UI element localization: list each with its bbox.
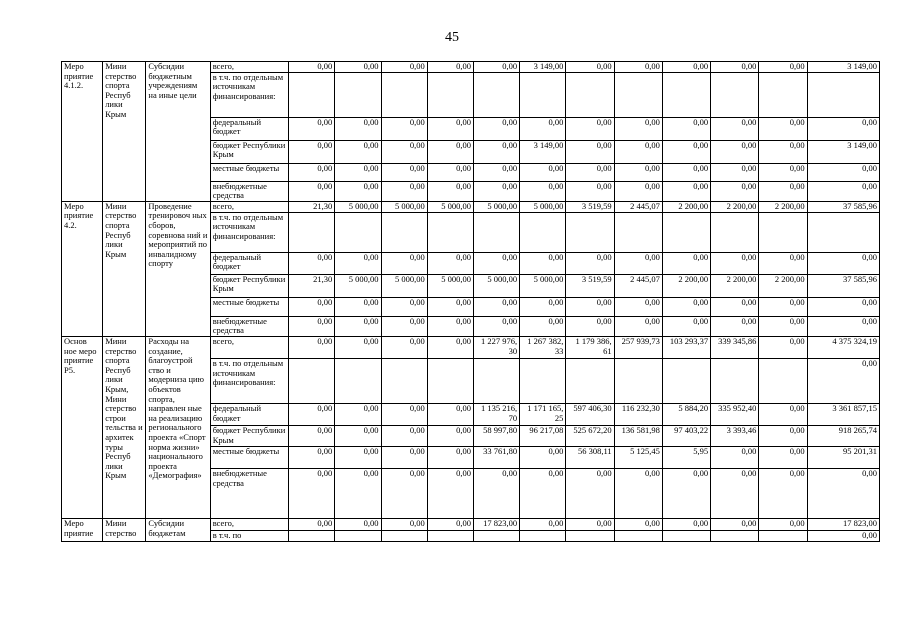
amount-cell: 5 000,00: [520, 201, 566, 212]
amount-cell: 0,00: [381, 117, 427, 140]
amount-cell: 0,00: [520, 468, 566, 518]
funding-source-cell: внебюджетные средства: [210, 316, 288, 336]
amount-cell: 0,00: [759, 425, 807, 446]
item-description-cell: Субсидии бюджетам: [146, 518, 210, 541]
amount-cell: 0,00: [289, 403, 335, 425]
amount-cell: 0,00: [289, 518, 335, 530]
amount-cell: 0,00: [807, 358, 879, 403]
amount-cell: 0,00: [711, 117, 759, 140]
amount-cell: 1 179 386, 61: [566, 336, 614, 358]
amount-cell: [662, 358, 710, 403]
amount-cell: 0,00: [711, 468, 759, 518]
amount-cell: 5 884,20: [662, 403, 710, 425]
amount-cell: 0,00: [711, 163, 759, 181]
funding-source-cell: бюджет Республики Крым: [210, 425, 288, 446]
amount-cell: 0,00: [662, 62, 710, 73]
amount-cell: 17 823,00: [473, 518, 519, 530]
amount-cell: [520, 212, 566, 252]
funding-source-cell: в т.ч. по: [210, 530, 288, 541]
amount-cell: [335, 530, 381, 541]
amount-cell: 1 135 216, 70: [473, 403, 519, 425]
amount-cell: 0,00: [566, 252, 614, 274]
amount-cell: [289, 358, 335, 403]
funding-source-cell: федеральный бюджет: [210, 117, 288, 140]
amount-cell: 3 361 857,15: [807, 403, 879, 425]
amount-cell: 0,00: [614, 252, 662, 274]
amount-cell: 2 200,00: [662, 274, 710, 297]
amount-cell: [520, 530, 566, 541]
table-row: [62, 518, 880, 530]
amount-cell: 0,00: [381, 316, 427, 336]
amount-cell: [335, 212, 381, 252]
funding-source-cell: всего,: [210, 201, 288, 212]
amount-cell: 0,00: [335, 140, 381, 163]
funding-source-cell: всего,: [210, 336, 288, 358]
amount-cell: 0,00: [381, 252, 427, 274]
amount-cell: 339 345,86: [711, 336, 759, 358]
amount-cell: 0,00: [427, 140, 473, 163]
amount-cell: 0,00: [381, 336, 427, 358]
amount-cell: 5 000,00: [473, 274, 519, 297]
amount-cell: [427, 530, 473, 541]
amount-cell: 597 406,30: [566, 403, 614, 425]
amount-cell: 5 000,00: [335, 201, 381, 212]
item-description-cell: Мини стерство: [103, 518, 146, 541]
amount-cell: 0,00: [520, 163, 566, 181]
amount-cell: 5 000,00: [381, 201, 427, 212]
amount-cell: 0,00: [759, 140, 807, 163]
amount-cell: 136 581,98: [614, 425, 662, 446]
amount-cell: 116 232,30: [614, 403, 662, 425]
amount-cell: 0,00: [289, 62, 335, 73]
amount-cell: 0,00: [711, 252, 759, 274]
funding-source-cell: местные бюджеты: [210, 297, 288, 316]
amount-cell: 0,00: [566, 163, 614, 181]
amount-cell: 0,00: [759, 518, 807, 530]
funding-source-cell: бюджет Республики Крым: [210, 274, 288, 297]
amount-cell: [614, 358, 662, 403]
amount-cell: [759, 358, 807, 403]
amount-cell: 0,00: [614, 316, 662, 336]
amount-cell: 0,00: [289, 297, 335, 316]
amount-cell: 1 267 382, 33: [520, 336, 566, 358]
amount-cell: 0,00: [807, 117, 879, 140]
amount-cell: [614, 72, 662, 117]
amount-cell: [662, 212, 710, 252]
amount-cell: 0,00: [473, 468, 519, 518]
amount-cell: [381, 212, 427, 252]
item-description-cell: Расходы на создание, благоустрой ство и модерниза цию объектов спорта, направлен ные на реализацию регионального проекта «Спорт норма жизни» национального проекта «Демография»: [146, 336, 210, 518]
amount-cell: 5 000,00: [381, 274, 427, 297]
amount-cell: [662, 530, 710, 541]
amount-cell: 0,00: [289, 425, 335, 446]
item-description-cell: Меро приятие: [62, 518, 103, 541]
amount-cell: 0,00: [427, 163, 473, 181]
amount-cell: 5 000,00: [520, 274, 566, 297]
amount-cell: 2 200,00: [711, 274, 759, 297]
amount-cell: [381, 358, 427, 403]
funding-source-cell: внебюджетные средства: [210, 181, 288, 201]
amount-cell: 0,00: [807, 297, 879, 316]
amount-cell: 5 000,00: [427, 201, 473, 212]
amount-cell: 0,00: [662, 297, 710, 316]
amount-cell: 96 217,08: [520, 425, 566, 446]
amount-cell: 0,00: [335, 117, 381, 140]
amount-cell: 0,00: [289, 181, 335, 201]
funding-source-cell: федеральный бюджет: [210, 403, 288, 425]
amount-cell: 0,00: [381, 181, 427, 201]
amount-cell: 37 585,96: [807, 274, 879, 297]
amount-cell: 0,00: [662, 117, 710, 140]
amount-cell: [711, 212, 759, 252]
amount-cell: [381, 530, 427, 541]
amount-cell: [759, 530, 807, 541]
amount-cell: 0,00: [662, 140, 710, 163]
amount-cell: 0,00: [427, 468, 473, 518]
amount-cell: 0,00: [381, 518, 427, 530]
table-row: [62, 201, 880, 212]
amount-cell: 0,00: [614, 163, 662, 181]
amount-cell: 3 149,00: [807, 140, 879, 163]
amount-cell: [711, 358, 759, 403]
amount-cell: 33 761,80: [473, 446, 519, 468]
amount-cell: [520, 72, 566, 117]
amount-cell: 0,00: [759, 252, 807, 274]
amount-cell: [427, 212, 473, 252]
amount-cell: 0,00: [427, 316, 473, 336]
amount-cell: [807, 72, 879, 117]
amount-cell: 0,00: [289, 163, 335, 181]
amount-cell: [289, 72, 335, 117]
amount-cell: 2 200,00: [711, 201, 759, 212]
amount-cell: 1 171 165, 25: [520, 403, 566, 425]
amount-cell: 0,00: [335, 425, 381, 446]
amount-cell: 0,00: [614, 62, 662, 73]
amount-cell: 0,00: [566, 140, 614, 163]
amount-cell: 0,00: [614, 117, 662, 140]
funding-source-cell: в т.ч. по отдельным источникам финансирования:: [210, 358, 288, 403]
amount-cell: 0,00: [381, 425, 427, 446]
amount-cell: 0,00: [289, 446, 335, 468]
amount-cell: 0,00: [289, 117, 335, 140]
amount-cell: 0,00: [807, 252, 879, 274]
amount-cell: 0,00: [427, 117, 473, 140]
amount-cell: 0,00: [566, 518, 614, 530]
amount-cell: 0,00: [520, 117, 566, 140]
amount-cell: [759, 72, 807, 117]
amount-cell: [289, 212, 335, 252]
amount-cell: [381, 72, 427, 117]
amount-cell: [473, 72, 519, 117]
funding-source-cell: федеральный бюджет: [210, 252, 288, 274]
amount-cell: 0,00: [711, 297, 759, 316]
amount-cell: 0,00: [335, 297, 381, 316]
amount-cell: 0,00: [289, 316, 335, 336]
amount-cell: 0,00: [473, 316, 519, 336]
amount-cell: 0,00: [759, 163, 807, 181]
amount-cell: 0,00: [566, 117, 614, 140]
amount-cell: 0,00: [759, 468, 807, 518]
amount-cell: 0,00: [335, 62, 381, 73]
amount-cell: 0,00: [662, 468, 710, 518]
amount-cell: 2 445,07: [614, 274, 662, 297]
amount-cell: 0,00: [335, 316, 381, 336]
amount-cell: 335 952,40: [711, 403, 759, 425]
amount-cell: [335, 358, 381, 403]
amount-cell: 0,00: [520, 518, 566, 530]
amount-cell: 0,00: [759, 316, 807, 336]
amount-cell: 0,00: [473, 163, 519, 181]
amount-cell: 0,00: [662, 252, 710, 274]
amount-cell: 2 200,00: [759, 274, 807, 297]
amount-cell: 0,00: [427, 336, 473, 358]
amount-cell: 0,00: [520, 316, 566, 336]
amount-cell: 0,00: [473, 140, 519, 163]
item-description-cell: Мини стерство спорта Респуб лики Крым: [103, 62, 146, 202]
amount-cell: [711, 72, 759, 117]
funding-source-cell: всего,: [210, 62, 288, 73]
amount-cell: [427, 72, 473, 117]
amount-cell: 0,00: [759, 336, 807, 358]
amount-cell: 0,00: [711, 62, 759, 73]
amount-cell: 0,00: [335, 163, 381, 181]
amount-cell: 0,00: [427, 403, 473, 425]
amount-cell: [473, 212, 519, 252]
amount-cell: 0,00: [566, 62, 614, 73]
amount-cell: 0,00: [473, 297, 519, 316]
amount-cell: 5 000,00: [335, 274, 381, 297]
amount-cell: 4 375 324,19: [807, 336, 879, 358]
amount-cell: 0,00: [473, 181, 519, 201]
amount-cell: 0,00: [289, 336, 335, 358]
funding-source-cell: местные бюджеты: [210, 446, 288, 468]
amount-cell: [473, 358, 519, 403]
amount-cell: [711, 530, 759, 541]
amount-cell: 0,00: [566, 297, 614, 316]
funding-source-cell: внебюджетные средства: [210, 468, 288, 518]
amount-cell: 0,00: [335, 403, 381, 425]
amount-cell: 2 445,07: [614, 201, 662, 212]
amount-cell: 0,00: [427, 297, 473, 316]
amount-cell: 0,00: [427, 446, 473, 468]
amount-cell: 3 149,00: [520, 140, 566, 163]
amount-cell: 0,00: [711, 518, 759, 530]
amount-cell: [566, 72, 614, 117]
amount-cell: 5,95: [662, 446, 710, 468]
amount-cell: 0,00: [759, 181, 807, 201]
amount-cell: 3 149,00: [520, 62, 566, 73]
item-description-cell: Мини стерство спорта Респуб лики Крым, Мини стерство строи тельства и архитек туры Респуб лики Крым: [103, 336, 146, 518]
amount-cell: 3 393,46: [711, 425, 759, 446]
amount-cell: 0,00: [335, 446, 381, 468]
amount-cell: 5 125,45: [614, 446, 662, 468]
amount-cell: 0,00: [807, 468, 879, 518]
amount-cell: [520, 358, 566, 403]
funding-source-cell: всего,: [210, 518, 288, 530]
amount-cell: 0,00: [662, 316, 710, 336]
item-description-cell: Основ ное меро приятие Р5.: [62, 336, 103, 518]
amount-cell: 0,00: [711, 140, 759, 163]
amount-cell: 0,00: [427, 62, 473, 73]
amount-cell: 0,00: [759, 446, 807, 468]
amount-cell: 0,00: [381, 297, 427, 316]
amount-cell: 0,00: [759, 297, 807, 316]
amount-cell: 0,00: [662, 163, 710, 181]
amount-cell: 0,00: [289, 468, 335, 518]
amount-cell: 56 308,11: [566, 446, 614, 468]
amount-cell: 0,00: [566, 181, 614, 201]
amount-cell: 0,00: [427, 425, 473, 446]
amount-cell: 2 200,00: [662, 201, 710, 212]
amount-cell: 0,00: [427, 181, 473, 201]
amount-cell: 257 939,73: [614, 336, 662, 358]
amount-cell: [807, 212, 879, 252]
amount-cell: 0,00: [711, 181, 759, 201]
amount-cell: [759, 212, 807, 252]
amount-cell: 95 201,31: [807, 446, 879, 468]
amount-cell: 0,00: [381, 62, 427, 73]
amount-cell: 0,00: [566, 468, 614, 518]
amount-cell: 0,00: [381, 468, 427, 518]
amount-cell: 5 000,00: [427, 274, 473, 297]
item-description-cell: Меро приятие 4.1.2.: [62, 62, 103, 202]
amount-cell: 37 585,96: [807, 201, 879, 212]
item-description-cell: Мини стерство спорта Респуб лики Крым: [103, 201, 146, 336]
amount-cell: [427, 358, 473, 403]
page-number: 45: [445, 30, 459, 45]
amount-cell: 0,00: [427, 518, 473, 530]
amount-cell: [566, 358, 614, 403]
amount-cell: [614, 530, 662, 541]
amount-cell: [566, 530, 614, 541]
amount-cell: 0,00: [473, 62, 519, 73]
amount-cell: [566, 212, 614, 252]
amount-cell: [289, 530, 335, 541]
item-description-cell: Проведение тренировоч ных сборов, соревнова ний и мероприятий по инвалидному спорту: [146, 201, 210, 336]
amount-cell: 0,00: [759, 403, 807, 425]
amount-cell: 0,00: [335, 181, 381, 201]
amount-cell: 21,30: [289, 274, 335, 297]
amount-cell: 0,00: [614, 140, 662, 163]
amount-cell: 0,00: [520, 297, 566, 316]
amount-cell: 0,00: [759, 117, 807, 140]
funding-source-cell: местные бюджеты: [210, 163, 288, 181]
funding-source-cell: в т.ч. по отдельным источникам финансирования:: [210, 72, 288, 117]
amount-cell: 0,00: [427, 252, 473, 274]
amount-cell: 0,00: [759, 62, 807, 73]
amount-cell: 3 519,59: [566, 201, 614, 212]
amount-cell: 0,00: [381, 446, 427, 468]
amount-cell: 0,00: [807, 181, 879, 201]
table-row: [62, 336, 880, 358]
amount-cell: 103 293,37: [662, 336, 710, 358]
amount-cell: 918 265,74: [807, 425, 879, 446]
amount-cell: [473, 530, 519, 541]
funding-source-cell: в т.ч. по отдельным источникам финансирования:: [210, 212, 288, 252]
amount-cell: 17 823,00: [807, 518, 879, 530]
amount-cell: 0,00: [566, 316, 614, 336]
amount-cell: 0,00: [614, 297, 662, 316]
amount-cell: 0,00: [614, 181, 662, 201]
amount-cell: 0,00: [289, 252, 335, 274]
amount-cell: 0,00: [289, 140, 335, 163]
amount-cell: 0,00: [614, 518, 662, 530]
amount-cell: 0,00: [807, 530, 879, 541]
table-row: [62, 62, 880, 73]
amount-cell: 97 403,22: [662, 425, 710, 446]
amount-cell: 0,00: [335, 336, 381, 358]
amount-cell: 0,00: [662, 518, 710, 530]
amount-cell: 0,00: [520, 446, 566, 468]
amount-cell: 21,30: [289, 201, 335, 212]
amount-cell: 0,00: [473, 252, 519, 274]
amount-cell: 0,00: [335, 518, 381, 530]
amount-cell: 3 149,00: [807, 62, 879, 73]
amount-cell: [662, 72, 710, 117]
amount-cell: 2 200,00: [759, 201, 807, 212]
amount-cell: 0,00: [520, 252, 566, 274]
item-description-cell: Меро приятие 4.2.: [62, 201, 103, 336]
amount-cell: 0,00: [614, 468, 662, 518]
amount-cell: 0,00: [335, 468, 381, 518]
amount-cell: [614, 212, 662, 252]
amount-cell: 0,00: [807, 163, 879, 181]
amount-cell: 0,00: [335, 252, 381, 274]
budget-table: [61, 61, 880, 542]
amount-cell: 0,00: [520, 181, 566, 201]
amount-cell: 525 672,20: [566, 425, 614, 446]
funding-source-cell: бюджет Республики Крым: [210, 140, 288, 163]
amount-cell: 0,00: [711, 446, 759, 468]
amount-cell: 1 227 976, 30: [473, 336, 519, 358]
amount-cell: 3 519,59: [566, 274, 614, 297]
amount-cell: 0,00: [473, 117, 519, 140]
amount-cell: 0,00: [381, 140, 427, 163]
amount-cell: 58 997,80: [473, 425, 519, 446]
amount-cell: 0,00: [807, 316, 879, 336]
amount-cell: 5 000,00: [473, 201, 519, 212]
amount-cell: [335, 72, 381, 117]
amount-cell: 0,00: [381, 403, 427, 425]
item-description-cell: Субсидии бюджетным учреждениям на иные цели: [146, 62, 210, 202]
amount-cell: 0,00: [381, 163, 427, 181]
amount-cell: 0,00: [711, 316, 759, 336]
amount-cell: 0,00: [662, 181, 710, 201]
